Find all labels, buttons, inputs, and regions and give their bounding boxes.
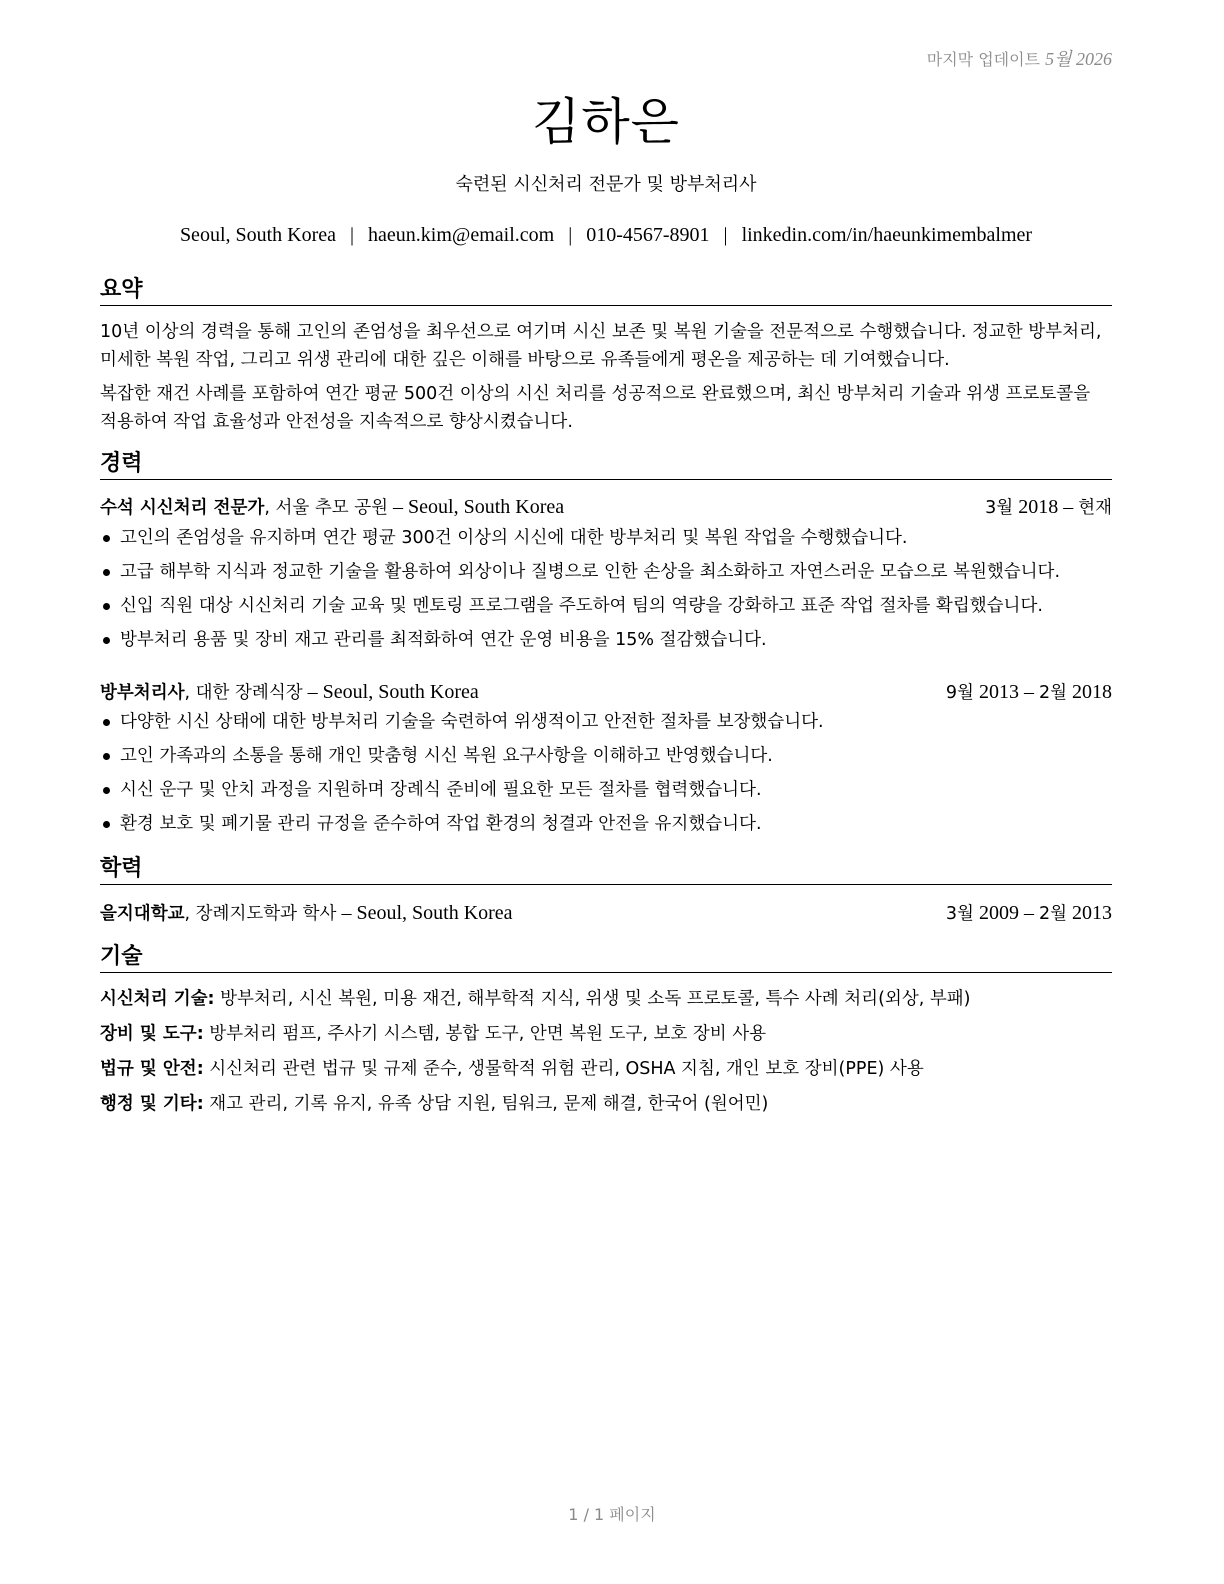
candidate-name: 김하은 xyxy=(532,93,680,151)
candidate-title: 숙련된 시신처리 전문가 및 방부처리사 xyxy=(455,174,757,195)
skill-row xyxy=(100,982,1112,1017)
job-organization: , 서울 추모 공원 xyxy=(264,498,389,518)
job-dates-range: 2013 – xyxy=(973,681,1039,703)
page-indicator: 1 / 1 페이지 xyxy=(568,1505,656,1524)
summary-paragraph: 10년 이상의 경력을 통해 고인의 존엄성을 최우선으로 여기며 시신 보존 및 복원 기술을 전문적으로 수행했습니다. 정교한 방부처리, 미세한 복원 작업, 그리고 위생 관리에 대한 깊은 이해를 바탕으로 유족들에게 평온을 제공하는 데 기여했습니다. xyxy=(100,322,1102,370)
list-item: 고인의 존엄성을 유지하며 연간 평균 300건 이상의 시신에 대한 방부처리 및 복원 작업을 수행했습니다. xyxy=(100,521,1130,555)
skill-values: 방부처리, 시신 복원, 미용 재건, 해부학적 지식, 위생 및 소독 프로토콜, 특수 사례 처리(외상, 부패) xyxy=(214,989,971,1009)
list-item: 고인 가족과의 소통을 통해 개인 맞춤형 시신 복원 요구사항을 이해하고 반영했습니다. xyxy=(100,739,1130,773)
job-end: 현재 xyxy=(1078,498,1112,518)
job-start-month: 3월 xyxy=(985,498,1014,518)
contact-phone: 010-4567-8901 xyxy=(586,224,710,246)
list-item: 다양한 시신 상태에 대한 방부처리 기술을 숙련하여 위생적이고 안전한 절차를 보장했습니다. xyxy=(100,705,1130,739)
skill-row xyxy=(100,1087,1112,1122)
job-organization: , 대한 장례식장 xyxy=(184,683,303,703)
contact-line xyxy=(100,224,1112,247)
job-dates xyxy=(985,494,1112,521)
section-heading-education: 학력 xyxy=(100,855,1112,885)
contact-email[interactable]: haeun.kim@email.com xyxy=(368,224,555,246)
skill-values: 방부처리 펌프, 주사기 시스템, 봉합 도구, 안면 복원 도구, 보호 장비 사용 xyxy=(203,1024,767,1044)
job-bullets xyxy=(100,705,1130,841)
education-entry xyxy=(100,900,1112,927)
last-updated-label: 마지막 업데이트 xyxy=(926,50,1041,69)
education-start-month: 3월 xyxy=(945,904,974,924)
job-start-month: 9월 xyxy=(945,683,974,703)
skill-category: 장비 및 도구: xyxy=(100,1024,204,1044)
job-role: 수석 시신처리 전문가 xyxy=(100,498,265,518)
contact-separator: | xyxy=(568,224,573,246)
contact-separator: | xyxy=(350,224,355,246)
section-heading-summary: 요약 xyxy=(100,276,1112,306)
list-item: 시신 운구 및 안치 과정을 지원하며 장례식 준비에 필요한 모든 절차를 협력했습니다. xyxy=(100,773,1130,807)
list-item: 환경 보호 및 폐기물 관리 규정을 준수하여 작업 환경의 청결과 안전을 유지했습니다. xyxy=(100,807,1130,841)
skills-list xyxy=(100,982,1112,1122)
skill-category: 법규 및 안전: xyxy=(100,1059,204,1079)
education-dates xyxy=(946,900,1112,927)
contact-separator: | xyxy=(723,224,728,246)
job-dates xyxy=(946,679,1112,706)
summary-paragraph: 복잡한 재건 사례를 포함하여 연간 평균 500건 이상의 시신 처리를 성공적으로 완료했으며, 최신 방부처리 기술과 위생 프로토콜을 적용하여 작업 효율성과 안전성을 지속적으로 향상시켰습니다. xyxy=(100,384,1091,432)
education-end: 2013 xyxy=(1067,902,1112,924)
list-item: 고급 해부학 지식과 정교한 기술을 활용하여 외상이나 질병으로 인한 손상을 최소화하고 자연스러운 모습으로 복원했습니다. xyxy=(100,555,1130,589)
job-bullets xyxy=(100,521,1130,657)
job-role: 방부처리사 xyxy=(100,683,185,703)
contact-linkedin[interactable]: linkedin.com/in/haeunkimembalmer xyxy=(741,224,1033,246)
job-header xyxy=(100,494,1112,521)
skill-category: 시신처리 기술: xyxy=(100,989,215,1009)
contact-location: Seoul, South Korea xyxy=(179,224,337,246)
section-heading-skills: 기술 xyxy=(100,943,1112,973)
skill-row xyxy=(100,1052,1112,1087)
job-end-month: 2월 xyxy=(1038,683,1067,703)
skill-values: 재고 관리, 기록 유지, 유족 상담 지원, 팀워크, 문제 해결, 한국어 (원어민) xyxy=(203,1094,769,1114)
job-dates-range: 2018 – xyxy=(1013,496,1079,518)
skill-category: 행정 및 기타: xyxy=(100,1094,204,1114)
job-header xyxy=(100,679,1112,706)
skill-row xyxy=(100,1017,1112,1052)
last-updated-date: 5월 2026 xyxy=(1045,49,1112,69)
education-school: 을지대학교 xyxy=(100,904,185,924)
education-end-month: 2월 xyxy=(1038,904,1067,924)
job-end: 2018 xyxy=(1067,681,1112,703)
section-heading-experience: 경력 xyxy=(100,450,1112,480)
education-dates-range: 2009 – xyxy=(973,902,1039,924)
skill-values: 시신처리 관련 법규 및 규제 준수, 생물학적 위험 관리, OSHA 지침, 개인 보호 장비(PPE) 사용 xyxy=(203,1059,924,1079)
last-updated xyxy=(927,45,1112,71)
education-location: – Seoul, South Korea xyxy=(336,902,513,924)
list-item: 신입 직원 대상 시신처리 기술 교육 및 멘토링 프로그램을 주도하여 팀의 역량을 강화하고 표준 작업 절차를 확립했습니다. xyxy=(100,589,1130,623)
job-location: – Seoul, South Korea xyxy=(388,496,565,518)
job-location: – Seoul, South Korea xyxy=(302,681,479,703)
education-degree: , 장례지도학과 학사 xyxy=(184,904,337,924)
list-item: 방부처리 용품 및 장비 재고 관리를 최적화하여 연간 운영 비용을 15% 절감했습니다. xyxy=(100,623,1130,657)
